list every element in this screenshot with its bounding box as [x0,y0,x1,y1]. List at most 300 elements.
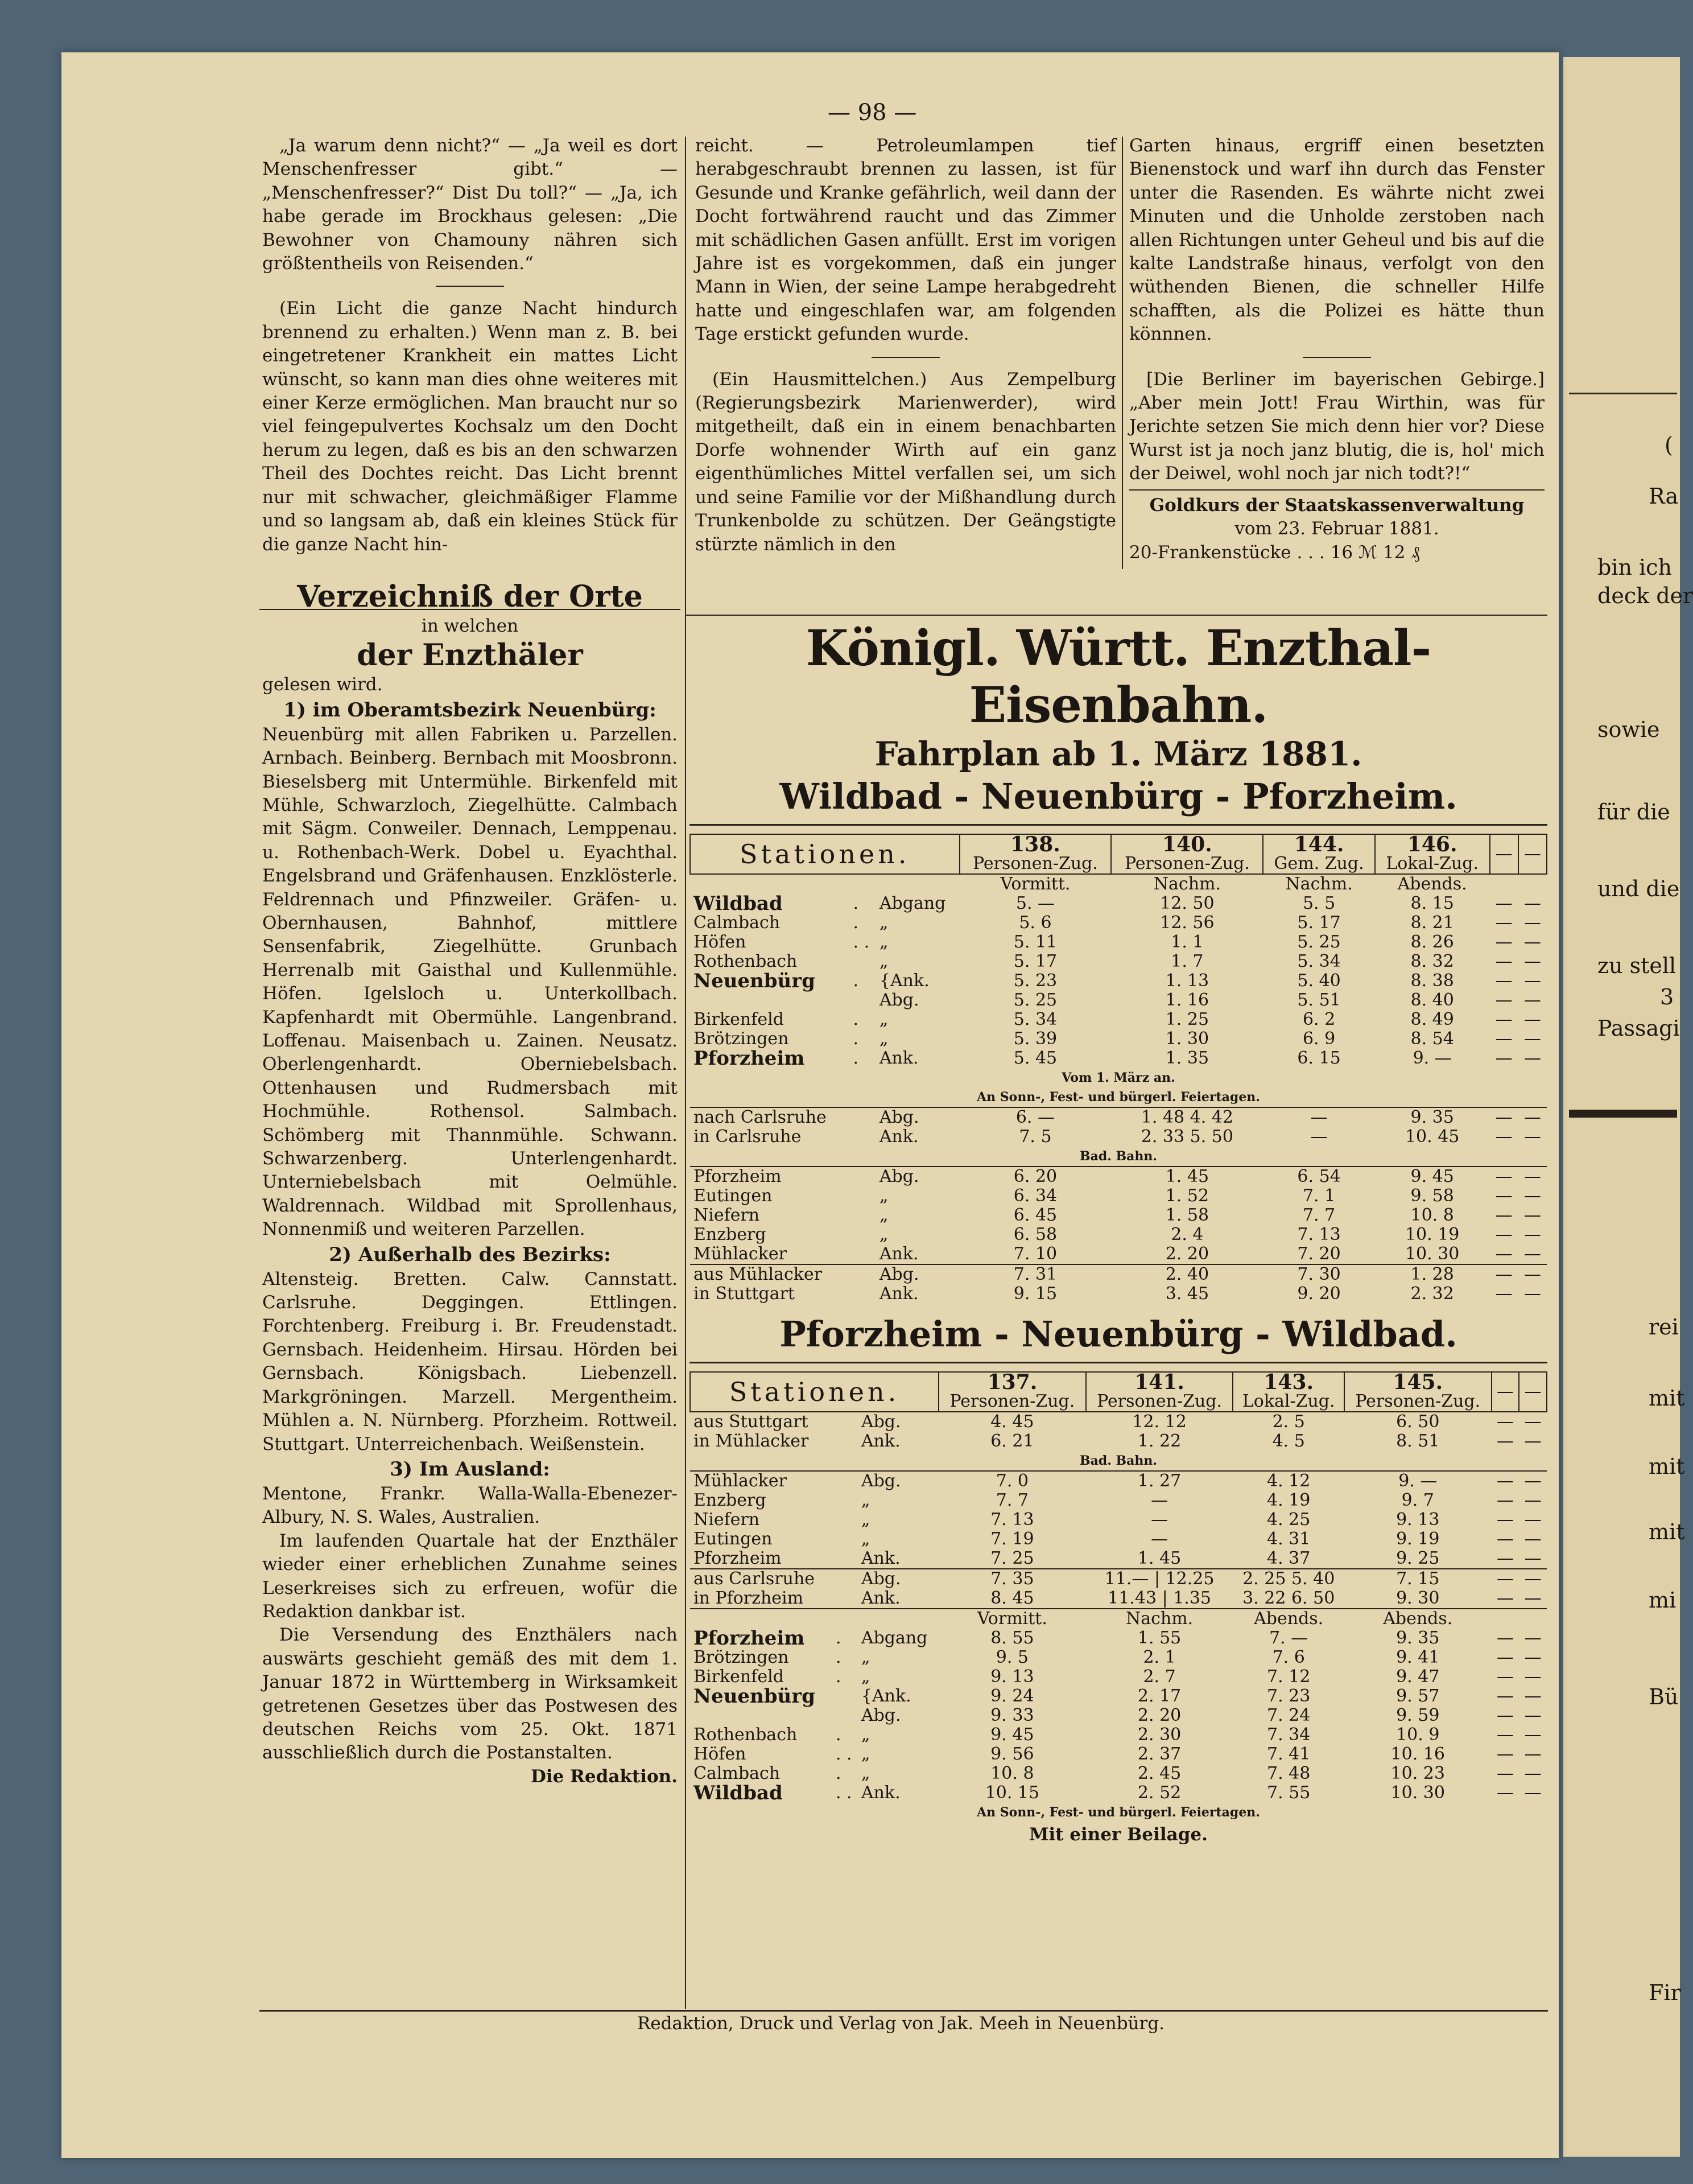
departure-time: 2. 45 [1137,1763,1182,1783]
empty-cell: — [1496,1588,1514,1608]
empty-cell: — [1523,1029,1541,1049]
time-of-day-label: Vormitt. [939,1609,1086,1629]
empty-cell: — [1519,1471,1547,1491]
station-name: Rothenbach [693,951,798,971]
empty-cell: — [1524,1431,1542,1451]
empty-cell: — [1496,1529,1514,1549]
departure-time: 5. — [1015,893,1055,913]
station-name: Höfen [693,1744,746,1764]
column-rule [1122,137,1123,569]
time-of-day-label: Abends. [1375,874,1490,894]
spacer [690,874,960,894]
departure-time: 2. 20 [1165,1244,1209,1264]
departure-time: 5. 6 [1019,913,1052,933]
departure-time: 9. 56 [990,1744,1034,1764]
departure-time: 10. 30 [1390,1783,1445,1803]
departure-time: 7. 7 [996,1490,1029,1510]
departure-time: 10. 23 [1390,1763,1445,1783]
time-of-day-label: Abends. [1233,1609,1344,1629]
timetable-row [690,1510,1547,1530]
departure-time: 9. 5 [996,1647,1029,1667]
article-paragraph: (Ein Licht die ganze Nacht hindurch brennend zu erhalten.) Wenn man z. B. bei eingetretener Krankheit ein mattes Licht wünscht, so kann man dies ohne weiteres mit einer Kerze ermöglichen. Man braucht nur so viel feingepulvertes Kochsalz um den Docht herum zu legen, daß es bis an den schwarzen Theil des Dochtes reicht. Das Licht brennt nur mit schwacher, gleichmäßiger Flamme und so langsam ab, daß ein kleines Stück für die ganze Nacht hin- [262,298,678,555]
empty-cell: — [1496,1667,1514,1687]
timetable-row [690,1206,1547,1225]
timetable-row [690,1167,1547,1186]
dot-leader [832,1589,858,1609]
timetable-row [690,1629,1547,1648]
station-name: Brötzingen [693,1029,789,1049]
section-text: Altensteig. Bretten. Calw. Cannstatt. Carlsruhe. Deggingen. Ettlingen. Forchtenberg. Freiburg i. Br. Freudenstadt. Gernsbach. Heidenheim. Hirsau. Hörden bei Gernsbach. Königsbach. Liebenzell. Markgröningen. Marzell. Mergentheim. Mühlen a. N. Nürnberg. Pforzheim. Rottweil. Stuttgart. Unterreichenbach. Weißenstein. [262,1268,678,1454]
train-type: Personen-Zug. [973,854,1098,873]
departure-time: 6. 45 [1013,1205,1058,1225]
station-name: in Mühlacker [693,1431,809,1451]
train-type: Personen-Zug. [949,1391,1075,1411]
empty-cell: — [1524,1647,1542,1667]
departure-time: 2. 40 [1111,1264,1263,1284]
dot-leader: . [835,1647,841,1667]
empty-cell: — [1496,1510,1514,1530]
stop-kind: „ [879,932,889,952]
stop-kind: Abg. [858,1569,939,1589]
article-paragraph: [Die Berliner im bayerischen Gebirge.] „Aber mein Jott! Frau Wirthin, was für Jerichte setzen Sie mich denn hier vor? Diese Wurst ist ja noch janz blutig, die is, hol' mich der Deiwel, wohl noch jar nich todt?!“ [1129,369,1545,484]
station-name: Mühlacker [693,1244,787,1264]
station-name: Neuenbürg [693,970,815,992]
timetable-row [690,1783,1547,1803]
stop-kind: „ [861,1510,870,1530]
empty-cell: — [1495,1186,1513,1206]
station-name: aus Stuttgart [690,1412,832,1432]
section-text: Mentone, Frankr. Walla-Walla-Ebenezer-Albury, N. S. Wales, Australien. [262,1483,678,1528]
note-row [690,1068,1547,1087]
note-row [690,1147,1547,1167]
dot-leader [850,991,876,1010]
timetable-subtitle: Fahrplan ab 1. März 1881. [874,735,1362,773]
empty-column: — [1518,834,1547,874]
dot-leader [832,1412,858,1432]
departure-time: 5. 45 [1013,1048,1058,1068]
departure-time: 12. 56 [1160,913,1215,933]
empty-cell: — [1523,932,1541,952]
departure-time: 4. 31 [1267,1529,1311,1549]
dot-leader [850,1225,876,1245]
empty-column: — [1492,1372,1519,1412]
empty-cell: — [1496,1783,1514,1803]
time-of-day-label: Nachm. [1111,874,1263,894]
dot-leader: . [835,1725,841,1745]
departure-time: 10. 16 [1390,1744,1445,1764]
departure-time: 10. 45 [1405,1127,1460,1147]
empty-cell: — [1523,1205,1541,1225]
empty-cell: — [1492,1471,1519,1491]
departure-time: 9. 13 [990,1667,1034,1687]
departure-time: 2. 25 5. 40 [1233,1569,1344,1589]
station-name: Rothenbach [693,1725,798,1745]
train-number: 143. [1263,1370,1314,1394]
station-name: Enzberg [693,1225,766,1245]
departure-time: 7. 35 [939,1569,1086,1589]
empty-cell: — [1524,1763,1542,1783]
dot-leader [832,1471,858,1491]
departure-time: 5. 40 [1297,971,1341,991]
departure-time: 7. 41 [1267,1744,1311,1764]
departure-time: 9. 45 [990,1725,1034,1745]
departure-time: 8. 32 [1410,951,1454,971]
adjacent-page-fragment: mi [1649,1588,1677,1613]
empty-cell: — [1524,1490,1542,1510]
footer-imprint: Redaktion, Druck und Verlag von Jak. Meeh in Neuenbürg. [637,2013,1165,2034]
train-header [1086,1372,1233,1412]
timetable-row [690,1725,1547,1745]
stop-kind: Ank. [861,1783,901,1803]
holiday-note: An Sonn-, Fest- und bürgerl. Feiertagen. [977,1805,1260,1820]
train-number: 141. [1134,1370,1184,1394]
stop-kind: „ [861,1667,870,1687]
time-of-day-row [690,874,1547,894]
departure-time: 4. 12 [1233,1471,1344,1491]
empty-cell: — [1523,893,1541,913]
dot-leader [832,1569,858,1589]
timetable-row [690,1589,1547,1609]
departure-time: 9. — [1413,1048,1452,1068]
departure-time: 4. 19 [1267,1490,1311,1510]
departure-time: 1. 30 [1165,1029,1209,1049]
stop-kind: {Ank. [861,1686,911,1706]
departure-time: 6. 21 [990,1431,1034,1451]
empty-cell: — [1490,1107,1518,1127]
empty-cell: — [1496,1548,1514,1568]
empty-cell: — [1524,1548,1542,1568]
empty-cell: — [1496,1763,1514,1783]
empty-cell: — [1495,1048,1513,1068]
adjacent-page-fragment: Passagi [1597,1016,1680,1041]
departure-time: 1. 22 [1137,1431,1182,1451]
dot-leader [850,1206,876,1225]
departure-time: — [1151,1510,1168,1530]
empty-cell: — [1496,1431,1514,1451]
article-paragraph: Im laufenden Quartale hat der Enzthäler wieder einer erheblichen Zunahme seines Leserkreises sich zu erfreuen, wofür die Redaktion dankbar ist. [262,1530,678,1622]
validity-note: Vom 1. März an. [1062,1070,1175,1085]
station-name [690,991,850,1010]
empty-cell: — [1490,1264,1518,1284]
departure-time: 10. 9 [1396,1725,1440,1745]
departure-time: — [1151,1529,1168,1549]
empty-cell: — [1523,913,1541,933]
empty-cell: — [1490,1167,1518,1186]
empty-cell: — [1524,1705,1542,1725]
departure-time: 9. 25 [1396,1548,1440,1568]
departure-time: 2. 4 [1171,1225,1204,1245]
column-middle [695,134,1116,557]
stop-kind: Abg. [876,1167,960,1186]
section-text: Neuenbürg mit allen Fabriken u. Parzellen. Arnbach. Beinberg. Bernbach mit Moosbronn. Bieselsberg mit Untermühle. Birkenfeld mit Mühle, Schwarzloch, Ziegelhütte. Calmbach mit Sägm. Conweiler. Dennach, Lemppenau. u. Rothenbach-Werk. Dobel u. Eyachthal. Engelsbrand und Gräfenhausen. Enzklösterle. Feldrennach und Pfinzweiler. Gräfen- u. Obernhausen, Bahnhof, mittlere Sensenfabrik, Ziegelhütte. Grunbach Herrenalb mit Gaisthal und Kullenmühle. Höfen. Igelsloch u. Unterkollbach. Kapfenhardt mit Obermühle. Langenbrand. Loffenau. Maisenbach u. Zainen. Neusatz. Oberlengenhardt. Oberniebelsbach. Ottenhausen und Rudmersbach mit Hochmühle. Rothensol. Salmbach. Schömberg mit Thannmühle. Schwann. Schwarzenberg. Unterlengenhardt. Unterniebelsbach mit Oelmühle. Waldrennach. Wildbad mit Sprollenhaus, Nonnenmiß und weiteren Parzellen. [262,724,678,1240]
stop-kind: „ [861,1744,870,1764]
departure-time: 1. 45 [1111,1167,1263,1186]
departure-time: 7. 0 [939,1471,1086,1491]
dot-leader [832,1510,858,1530]
gold-rate-date: vom 23. Februar 1881. [1234,518,1439,539]
timetable-row [690,1471,1547,1491]
dot-leader: . [835,1628,841,1648]
adjacent-page-fragment: mit [1649,1454,1685,1479]
departure-time: 8. 15 [1410,893,1454,913]
stop-kind: Ank. [879,1244,919,1264]
empty-cell: — [1492,1412,1519,1432]
train-header [939,1372,1086,1412]
empty-cell: — [1518,1167,1547,1186]
departure-time: 5. 25 [1013,990,1058,1010]
departure-time: 8. 21 [1410,913,1454,933]
timetable-row [690,971,1547,991]
departure-time: 7. 25 [990,1548,1034,1568]
station-name: Birkenfeld [693,1667,784,1687]
article-paragraph: (Ein Hausmittelchen.) Aus Zempelburg (Regierungsbezirk Marienwerder), wird mitgetheilt, daß ein in einem benachbarten Dorfe wohnender Wirth auf ein ganz eigenthümliches Mittel verfallen sei, um sich und seine Familie vor der Mißhandlung durch Trunkenbolde zu schützen. Der Geängstigte stürzte nämlich in den [695,369,1116,555]
departure-time: 7. 13 [990,1510,1034,1530]
empty-cell: — [1519,1569,1547,1589]
empty-cell: — [1524,1686,1542,1706]
time-of-day-row [690,1609,1547,1629]
departure-time: 7. 6 [1272,1647,1305,1667]
adjacent-page-fragment: sowie [1597,717,1660,742]
note-row [690,1087,1547,1107]
departure-time: 10. 30 [1405,1244,1460,1264]
station-name: Calmbach [693,1763,781,1783]
empty-cell: — [1524,1725,1542,1745]
timetable-row [690,1127,1547,1147]
stop-kind: „ [879,1029,889,1049]
departure-time: 7. 13 [1297,1225,1341,1245]
train-type: Lokal-Zug. [1386,854,1479,873]
timetable-row [690,1029,1547,1049]
departure-time: 10. 19 [1405,1225,1460,1245]
departure-time: 7. 1 [1302,1186,1336,1206]
departure-time: 7. 15 [1344,1569,1492,1589]
departure-time: 4. 37 [1267,1548,1311,1568]
timetable-table [689,834,1547,1304]
dot-leader: . [853,1029,859,1049]
timetable-row [690,991,1547,1010]
station-name: Brötzingen [693,1647,789,1667]
time-of-day-label: Abends. [1344,1609,1492,1629]
time-of-day-label: Nachm. [1263,874,1375,894]
empty-cell: — [1523,1186,1541,1206]
station-name: aus Mühlacker [690,1264,850,1284]
departure-time: 1. 27 [1086,1471,1233,1491]
empty-cell: — [1523,1225,1541,1245]
empty-cell: — [1524,1510,1542,1530]
empty-cell: — [1524,1588,1542,1608]
train-header [1375,834,1490,874]
empty-cell: — [1523,1284,1541,1304]
adjacent-page-fragment: Fir [1649,1980,1681,2005]
dot-leader: . . [853,932,870,952]
departure-time: 6. 54 [1263,1167,1375,1186]
adjacent-page-fragment: mit [1649,1519,1685,1544]
adjacent-page [1563,57,1693,2157]
departure-time: 7. 55 [1267,1783,1311,1803]
empty-cell: — [1495,1284,1513,1304]
stop-kind: „ [879,951,889,971]
section-title: 2) Außerhalb des Bezirks: [329,1243,611,1266]
timetable-row [690,1245,1547,1264]
train-type: Personen-Zug. [1124,854,1250,873]
dot-leader [850,1107,876,1127]
timetable-row [690,1687,1547,1706]
stop-kind: „ [861,1725,870,1745]
departure-time: 5. 34 [1297,951,1341,971]
empty-cell: — [1495,951,1513,971]
stop-kind: Abg. [858,1412,939,1432]
list-subtitle: in welchen [421,615,519,636]
departure-time: 10. 8 [990,1763,1034,1783]
stop-kind: „ [879,1225,889,1245]
departure-time: 7. 48 [1267,1763,1311,1783]
departure-time: 5. 17 [1297,913,1341,933]
timetable-row [690,1530,1547,1549]
station-name [690,1706,832,1725]
departure-time: 1. 16 [1165,990,1209,1010]
departure-time: 9. 24 [990,1686,1034,1706]
train-header [1233,1372,1344,1412]
stop-kind: Ank. [861,1588,901,1608]
station-name: Neuenbürg [693,1685,815,1708]
departure-time: — [1263,1107,1375,1127]
departure-time: 9. 45 [1375,1167,1490,1186]
time-of-day-label: Nachm. [1086,1609,1233,1629]
train-type: Personen-Zug. [1355,1391,1481,1411]
station-name: Calmbach [693,913,781,933]
timetable-row [690,1049,1547,1068]
empty-cell: — [1495,1225,1513,1245]
stations-header: Stationen. [690,834,960,874]
station-name: Mühlacker [690,1471,832,1491]
empty-cell: — [1495,1029,1513,1049]
timetable-title: Königl. Württ. Enzthal-Eisenbahn. [806,620,1431,734]
supplement-note: Mit einer Beilage. [1029,1824,1208,1845]
departure-time: 6. 20 [960,1167,1112,1186]
departure-time: 4. 45 [939,1412,1086,1432]
header-row [690,1372,1547,1412]
empty-cell: — [1495,932,1513,952]
stations-header: Stationen. [690,1372,939,1412]
train-header [960,834,1112,874]
empty-cell: — [1492,1569,1519,1589]
departure-time: 2. 32 [1410,1284,1454,1304]
departure-time: 9. 58 [1410,1186,1454,1206]
departure-time: 7. 10 [1013,1244,1058,1264]
dot-leader: . [853,971,859,991]
adjacent-page-fragment: bin ich [1597,555,1672,580]
station-name: Niefern [693,1510,760,1530]
dot-leader: . [853,1048,859,1068]
departure-time: 7. 23 [1267,1686,1311,1706]
empty-cell: — [1495,913,1513,933]
stop-kind: Ank. [861,1431,901,1451]
departure-time: 10. 15 [985,1783,1040,1803]
empty-cell: — [1524,1529,1542,1549]
departure-time: 7. 19 [990,1529,1034,1549]
empty-cell: — [1524,1783,1542,1803]
stop-kind: Abg. [876,1264,960,1284]
adjacent-page-fragment: deck der [1597,583,1693,608]
article-paragraph: Garten hinaus, ergriff einen besetzten Bienenstock und warf ihn durch das Fenster unter die Rasenden. Es währte nicht zwei Minuten und die Unholde zerstoben nach allen Richtungen unter Geheul und bis auf die kalte Landstraße hinaus, verfolgt von den wüthenden Bienen, die schneller Hilfe schafften, als die Polizei es hätte thun könnnen. [1129,135,1545,345]
departure-time: 7. 30 [1263,1264,1375,1284]
timetable-row [690,894,1547,913]
departure-time: 1. 28 [1375,1264,1490,1284]
train-number: 137. [987,1370,1038,1394]
column-right [1129,134,1545,564]
departure-time: 6. 34 [1013,1186,1058,1206]
article-paragraph: „Ja warum denn nicht?“ — „Ja weil es dort Menschenfresser gibt.“ — „Menschenfresser?“ Dist Du toll?“ — „Ja, ich habe gerade im Brockhaus gelesen: „Die Bewohner von Chamouny nähren sich größtentheils von Reisenden.“ [262,135,678,274]
stop-kind: „ [861,1490,870,1510]
empty-cell: — [1523,1127,1541,1147]
empty-cell: — [1519,1412,1547,1432]
departure-time: 6. — [960,1107,1112,1127]
dot-leader [832,1491,858,1510]
signature: Die Redaktion. [530,1766,678,1787]
adjacent-page-fragment: und die [1597,876,1680,901]
timetable-row [690,1706,1547,1725]
note-row [690,1451,1547,1471]
article-paragraph: Die Versendung des Enzthälers nach auswärts geschieht gemäß des mit dem 1. Januar 1872 in Württemberg in Wirksamkeit getretenen Gesetzes über das Postwesen des deutschen Reichs vom 25. Okt. 1871 ausschließlich durch die Postanstalten. [262,1625,678,1763]
empty-cell: — [1523,1009,1541,1029]
train-number: 145. [1393,1370,1443,1394]
departure-time: 5. 34 [1013,1009,1058,1029]
train-number: 144. [1294,833,1344,856]
holiday-note: An Sonn-, Fest- und bürgerl. Feiertagen. [977,1090,1260,1105]
departure-time: 1. 1 [1171,932,1204,952]
timetable-row [690,1107,1547,1127]
section-title: 1) im Oberamtsbezirk Neuenbürg: [283,698,656,722]
section-title: 3) Im Ausland: [390,1457,550,1481]
departure-time: 8. 38 [1410,971,1454,991]
list-name: der Enzthäler [357,638,583,673]
departure-time: 9. 15 [1013,1284,1058,1304]
empty-cell: — [1495,1205,1513,1225]
departure-time: 9. — [1344,1471,1492,1491]
departure-time: 5. 11 [1013,932,1058,952]
train-header [1111,834,1263,874]
timetable-row [690,1284,1547,1304]
empty-cell: — [1496,1744,1514,1764]
departure-time: 8. 55 [990,1628,1034,1648]
departure-time: 5. 23 [1013,971,1058,991]
empty-cell: — [1518,1107,1547,1127]
departure-time: 6. 15 [1297,1048,1341,1068]
departure-time: 6. 58 [1013,1225,1058,1245]
departure-time: 5. 25 [1297,932,1341,952]
header-row [690,834,1547,874]
timetable-row [690,1186,1547,1206]
train-header [1344,1372,1492,1412]
departure-time: 10. 8 [1410,1205,1454,1225]
departure-time: 8. 40 [1410,990,1454,1010]
departure-time: 2. 30 [1137,1725,1182,1745]
departure-time: 4. 25 [1267,1510,1311,1530]
departure-time: 1. 35 [1165,1048,1209,1068]
station-name: in Carlsruhe [693,1127,802,1147]
timetable-row [690,913,1547,933]
separator-rule [436,286,504,287]
timetable-row [690,1432,1547,1451]
departure-time: 6. 9 [1302,1029,1336,1049]
departure-time: 12. 12 [1086,1412,1233,1432]
stop-kind: Abg. [879,990,919,1010]
empty-cell: — [1523,971,1541,991]
station-name: nach Carlsruhe [690,1107,850,1127]
departure-time: 7. 7 [1302,1205,1336,1225]
departure-time: 4. 5 [1272,1431,1305,1451]
departure-time: 2. 7 [1143,1667,1176,1687]
